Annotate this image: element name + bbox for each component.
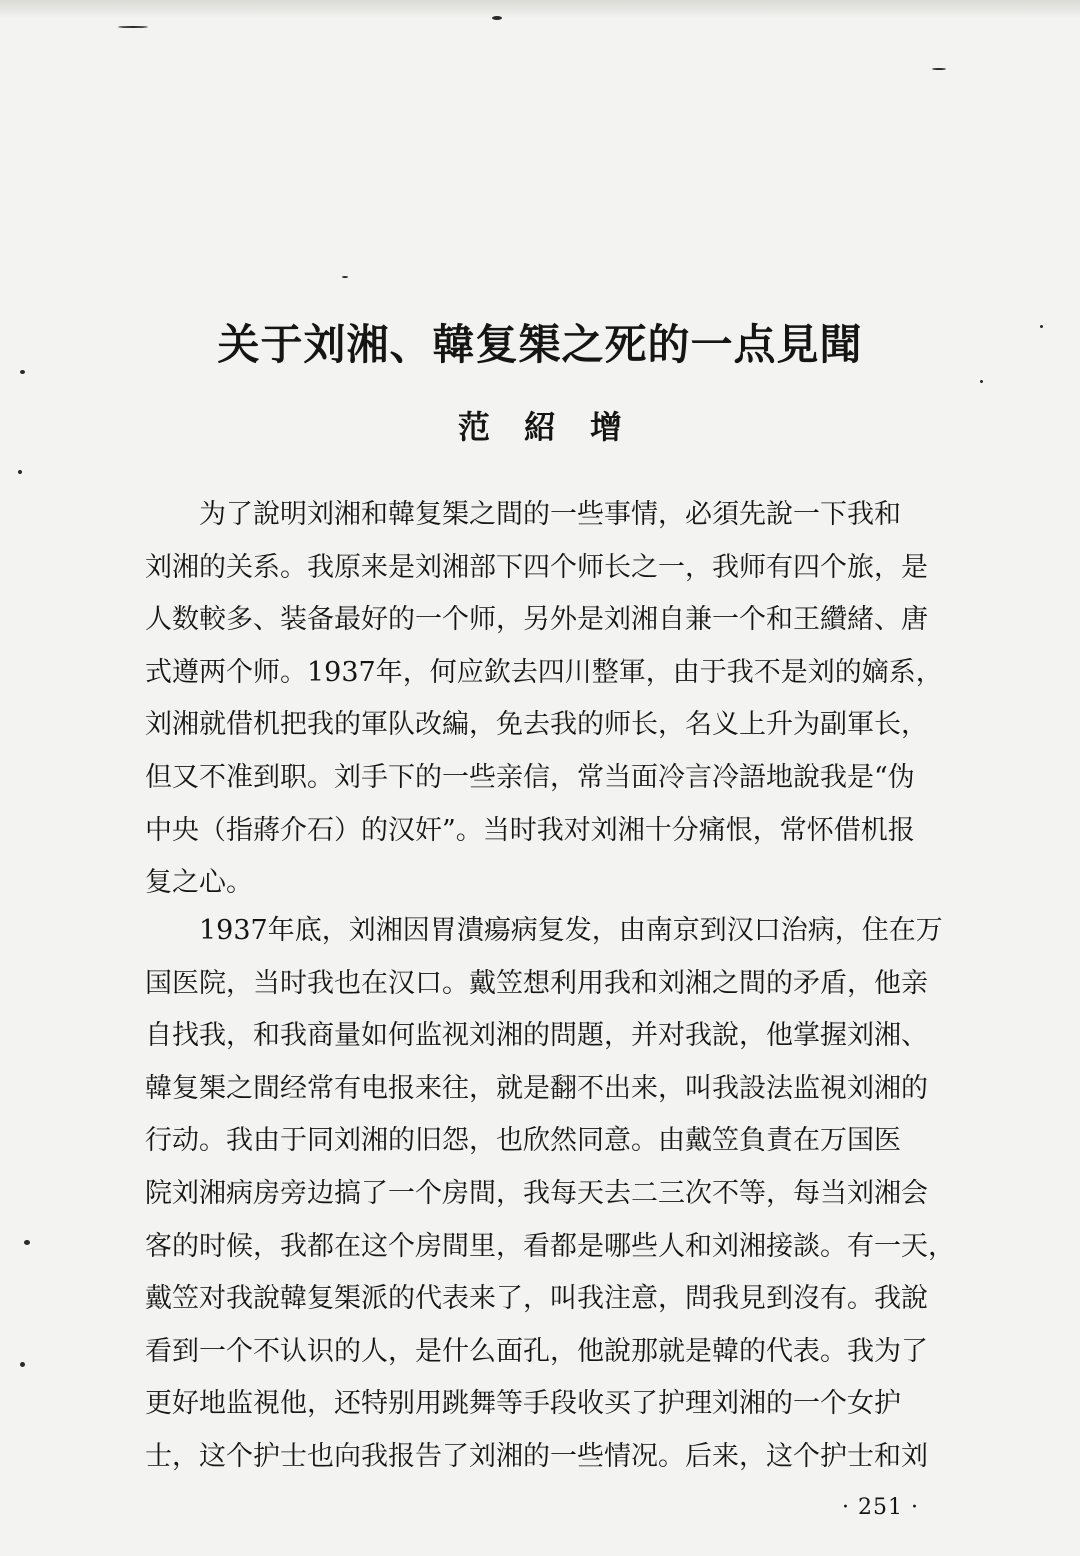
text-line: 院刘湘病房旁边搞了一个房間，我每天去二三次不等，每当刘湘会 <box>145 1177 928 1209</box>
text-line: 更好地监視他，还特别用跳舞等手段收买了护理刘湘的一个女护 <box>145 1388 901 1420</box>
text-line: 刘湘的关系。我原来是刘湘部下四个师长之一，我师有四个旅，是 <box>145 551 928 583</box>
text-line: 但又不准到职。刘手下的一些亲信，常当面冷言冷語地說我是“伪 <box>145 761 915 793</box>
paragraph-2 <box>145 905 965 1484</box>
text-line: 1937年底，刘湘因胃潰瘍病复发，由南京到汉口治病，住在万 <box>199 915 943 946</box>
paragraph-1 <box>145 489 965 910</box>
scan-speck <box>18 470 22 474</box>
text-line: 士，这个护士也向我报告了刘湘的一些情况。后来，这个护士和刘 <box>145 1440 928 1472</box>
scan-speck <box>20 1362 25 1367</box>
text-line: 式遵两个师。1937年，何应欽去四川整軍，由于我不是刘的嫡系， <box>145 656 943 688</box>
text-line: 刘湘就借机把我的軍队改編，免去我的师长，名义上升为副軍长， <box>145 709 928 741</box>
scan-speck <box>24 1240 30 1245</box>
scan-speck <box>118 26 148 28</box>
text-line: 行动。我由于同刘湘的旧怨，也欣然同意。由戴笠負責在万国医 <box>145 1125 901 1157</box>
text-line: 戴笠对我說韓复榘派的代表来了，叫我注意，問我見到沒有。我說 <box>145 1283 928 1315</box>
scan-edge <box>0 0 1080 18</box>
text-line: 看到一个不认识的人，是什么面孔，他說那就是韓的代表。我为了 <box>145 1335 928 1367</box>
scan-speck <box>342 276 348 278</box>
scan-speck <box>980 380 983 383</box>
author-name: 范紹增 <box>457 408 656 446</box>
text-line: 复之心。 <box>145 867 253 899</box>
text-line: 中央（指蔣介石）的汉奸”。当时我对刘湘十分痛恨，常怀借机报 <box>145 814 915 846</box>
article-title: 关于刘湘、韓复榘之死的一点見聞 <box>217 320 863 369</box>
text-line: 韓复榘之間经常有电报来往，就是翻不出来，叫我設法监視刘湘的 <box>145 1072 928 1104</box>
text-line: 为了說明刘湘和韓复榘之間的一些事情，必須先說一下我和 <box>199 499 901 530</box>
text-line: 自找我，和我商量如何监视刘湘的問題，并对我說，他掌握刘湘、 <box>145 1020 928 1052</box>
page-number: · 251 · <box>842 1495 919 1520</box>
text-line: 人数較多、装备最好的一个师，另外是刘湘自兼一个和王纘緒、唐 <box>145 604 928 636</box>
text-line: 国医院，当时我也在汉口。戴笠想利用我和刘湘之間的矛盾，他亲 <box>145 967 928 999</box>
scan-speck <box>492 16 502 20</box>
text-line: 客的时候，我都在这个房間里，看都是哪些人和刘湘接談。有一天， <box>145 1230 955 1262</box>
scan-speck <box>932 68 946 70</box>
